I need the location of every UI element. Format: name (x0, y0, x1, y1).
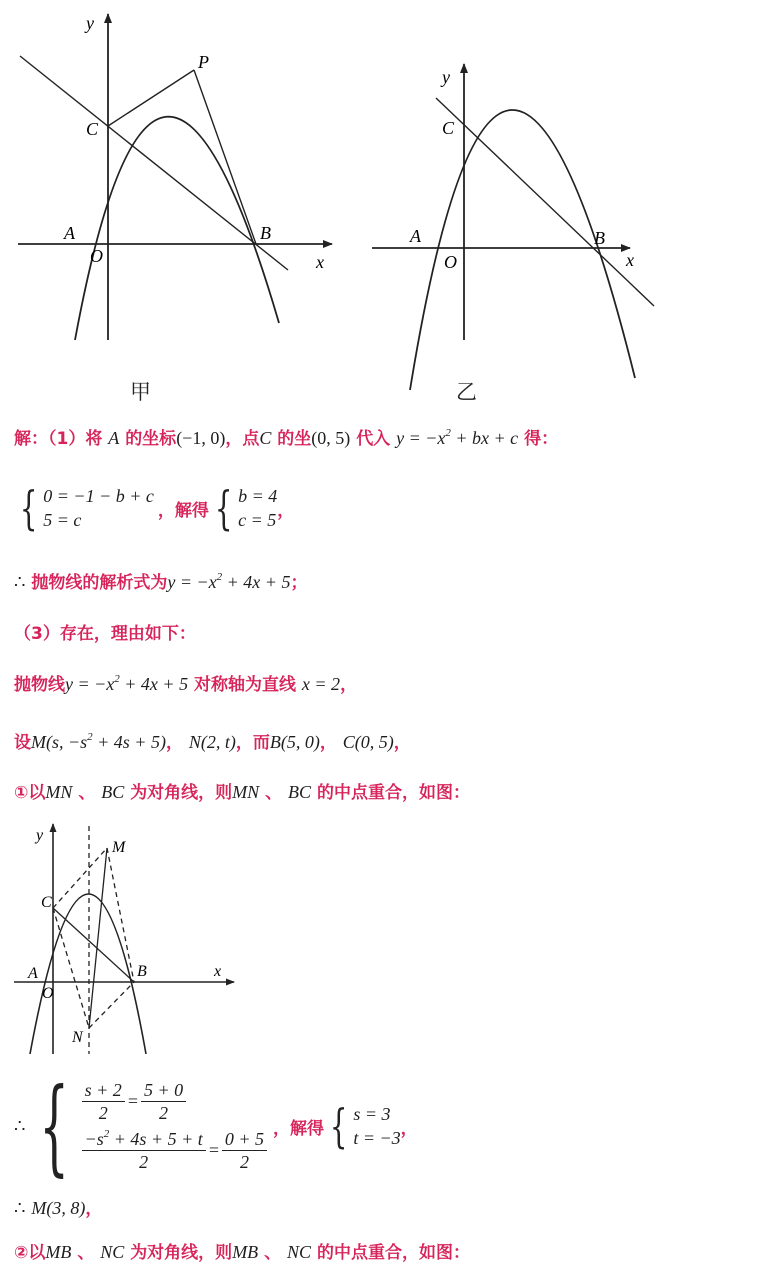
label-o: O (90, 246, 103, 266)
segment-cp (108, 70, 194, 126)
coord-c: (0, 5) (311, 428, 351, 448)
point-c-def: C(0, 5) (342, 732, 394, 752)
label-m: M (112, 839, 126, 856)
parabola-curve (410, 110, 635, 390)
segment-pb (194, 70, 256, 244)
point-c: C (259, 428, 272, 448)
solution-line-10: ②以MB 、 NC 为对角线，则MB 、 NC 的中点重合，如图： (14, 1242, 470, 1263)
solution-line-4: （3）存在，理由如下： (14, 624, 196, 644)
system-2-solution-1: s = 3 (353, 1104, 391, 1124)
label-x: x (316, 252, 324, 272)
segment-nb (89, 982, 134, 1028)
equation-general: $y = -x^2$ + bx + c (396, 427, 519, 448)
line-bc (20, 56, 288, 270)
parabola-curve (30, 894, 146, 1054)
point-m-result: M(3, 8) (31, 1198, 86, 1218)
parabola-curve (75, 117, 279, 340)
label-c: C (442, 118, 455, 138)
solution-line-6: 设M(s, $-s^2 + 4s + 5$)， N(2, t)，而B(5, 0)， C(0, 5)， (14, 731, 411, 753)
solution-line-9: ∴ M(3, 8)， (14, 1198, 103, 1219)
fraction-4: $\frac{0 + 5}{2}$ (222, 1128, 267, 1173)
system-1-solution-2: c = 5 (238, 510, 277, 530)
point-a: A (108, 428, 120, 448)
caption-jia: 甲 (130, 380, 151, 404)
label-n: N (72, 1029, 83, 1046)
solution-line-1: 解：（1）将 A 的坐标(−1, 0)，点C 的坐(0, 5) 代入 $y = -x^2$ + bx + c 得： (14, 427, 559, 449)
label-x: x (214, 963, 222, 980)
segment-mn (89, 848, 107, 1028)
fraction-1: $\frac{s + 2}{2}$ (82, 1079, 125, 1124)
label-a: A (410, 226, 421, 246)
label-y: y (86, 13, 94, 33)
point-n-def: N(2, t) (188, 732, 236, 752)
label-o: O (42, 985, 54, 1002)
fraction-3: $\frac{-s^2 + 4s + 5 + t}{2}$ (82, 1128, 206, 1173)
equation-parabola: $y = -x^2 + 4x + 5$ (167, 571, 291, 592)
point-m-def: M(s, $-s^2 + 4s + 5$) (31, 731, 166, 752)
line-bc (436, 98, 654, 306)
system-1: { 0 = −1 − b + c 5 = c ，解得 { b = 4 c = 5 ， (19, 481, 295, 535)
system-2: ∴ { $\frac{s + 2}{2}$ = $\frac{5 + 0}{2}$ $\frac{-s^2 + 4s + 5 + t}{2}$ = $\frac{0 + 5}{2}$ ，解得 { s = 3 t = −3 ， (14, 1065, 418, 1187)
label-y: y (36, 827, 44, 844)
label-o: O (444, 252, 457, 272)
label-b: B (260, 223, 271, 243)
coord-a: (−1, 0) (176, 428, 226, 448)
label-x: x (626, 250, 634, 270)
label-a: A (64, 223, 75, 243)
figure-jia (0, 0, 360, 410)
equation-parabola-2: $y = -x^2 + 4x + 5$ (65, 673, 189, 694)
label-y: y (442, 67, 450, 87)
point-b-def: B(5, 0) (269, 732, 320, 752)
label-b: B (137, 963, 147, 980)
solution-line-7: ①以MN 、 BC 为对角线，则MN 、 BC 的中点重合，如图： (14, 782, 470, 803)
label-b: B (594, 228, 605, 248)
system-1-row-2: 5 = c (43, 510, 82, 530)
symmetry-axis: x = 2 (301, 674, 341, 694)
caption-yi: 乙 (456, 380, 477, 404)
solution-line-5: 抛物线$y = -x^2 + 4x + 5$ 对称轴为直线 x = 2， (14, 673, 358, 695)
segment-cn (53, 908, 89, 1028)
label-a: A (28, 965, 38, 982)
label-c: C (41, 894, 52, 911)
label-c: C (86, 119, 99, 139)
figure-case-1 (0, 818, 260, 1068)
system-1-row-1: 0 = −1 − b + c (43, 486, 154, 506)
figure-yi (360, 0, 680, 410)
system-1-solution-1: b = 4 (238, 486, 278, 506)
solution-line-3: ∴ 抛物线的解析式为$y = -x^2 + 4x + 5$； (14, 571, 308, 593)
fraction-2: $\frac{5 + 0}{2}$ (141, 1079, 186, 1124)
label-p: P (198, 52, 209, 72)
system-2-solution-2: t = −3 (353, 1128, 401, 1148)
